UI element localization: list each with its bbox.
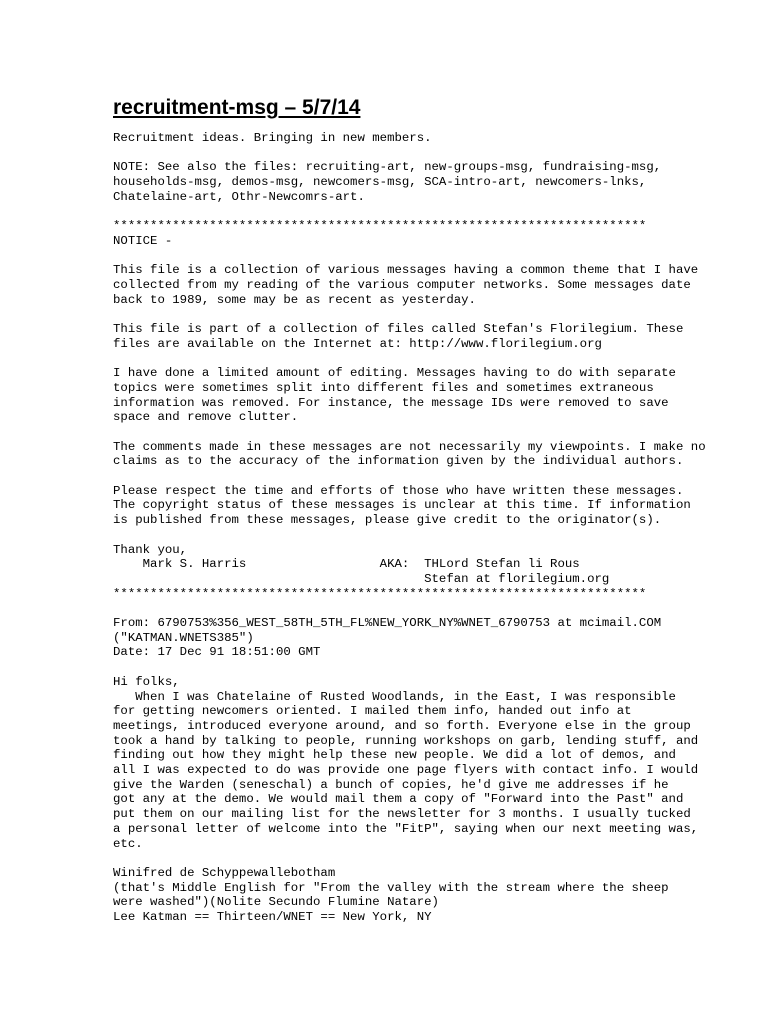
notice-paragraph: Please respect the time and efforts of those who have written these messages. The copyright status of these messages is unclear at this time. If information is published from these messages, please give credit to the originator(s). (113, 483, 691, 528)
notice-heading: NOTICE - (113, 233, 173, 248)
intro-text: Recruitment ideas. Bringing in new members. (113, 131, 432, 145)
notice-paragraph: I have done a limited amount of editing. Messages having to do with separate topics were sometimes split into different files and sometimes extraneous information was removed. For instance, the message IDs were removed to save space and remove clutter. (113, 366, 676, 425)
see-also-note: NOTE: See also the files: recruiting-art, new-groups-msg, fundraising-msg, households-msg, demos-msg, newcomers-msg, SCA-intro-art, newcomers-lnks, Chatelaine-art, Othr-Newcomrs-art. (113, 160, 662, 204)
message-header: From: 6790753%356_WEST_58TH_5TH_FL%NEW_YORK_NY%WNET_6790753 at mcimail.COM ("KATMAN.WNETS385") Date: 17 Dec 91 18:51:00 GMT (113, 616, 662, 660)
notice-paragraph: The comments made in these messages are not necessarily my viewpoints. I make no claims as to the accuracy of the information given by the individual authors. (113, 439, 706, 469)
divider-bottom: ************************************************************************ (113, 586, 647, 601)
document-title: recruitment-msg – 5/7/14 (113, 96, 361, 119)
notice-paragraph: This file is a collection of various messages having a common theme that I have collected from my reading of the various computer networks. Some messages date back to 1989, some may be as recent as yesterday. (113, 263, 699, 307)
message-body: Hi folks, When I was Chatelaine of Rusted Woodlands, in the East, I was responsible for getting newcomers oriented. I mailed them info, handed out info at meetings, introduced everyone around, and so forth. Everyone else in the group took a hand by talking to people, running workshops on garb, lending stuff, and finding out how they might help these new people. We did a lot of demos, and all I was expected to do was provide one page flyers with contact info. I would give the Warden (seneschal) a bunch of copies, he'd give me addresses if he got any at the demo. We would mail them a copy of "Forward into the Past" and put them on our mailing list for the newsletter for 3 months. I usually tucked a personal letter of welcome into the "FitP", saying when our next meeting was, etc. (113, 674, 699, 851)
message-signature: Winifred de Schyppewallebotham (that's Middle English for "From the valley with the stream where the sheep were washed")(Nolite Secundo Flumine Natare) Lee Katman == Thirteen/WNET == New York, NY (113, 865, 669, 925)
signoff: Thank you, Mark S. Harris AKA: THLord Stefan li Rous Stefan at florilegium.org (113, 542, 610, 586)
document-page (113, 96, 753, 925)
notice-paragraph: This file is part of a collection of files called Stefan's Florilegium. These files are available on the Internet at: http://www.florilegium.org (113, 322, 684, 351)
divider-top: ************************************************************************ (113, 219, 647, 234)
